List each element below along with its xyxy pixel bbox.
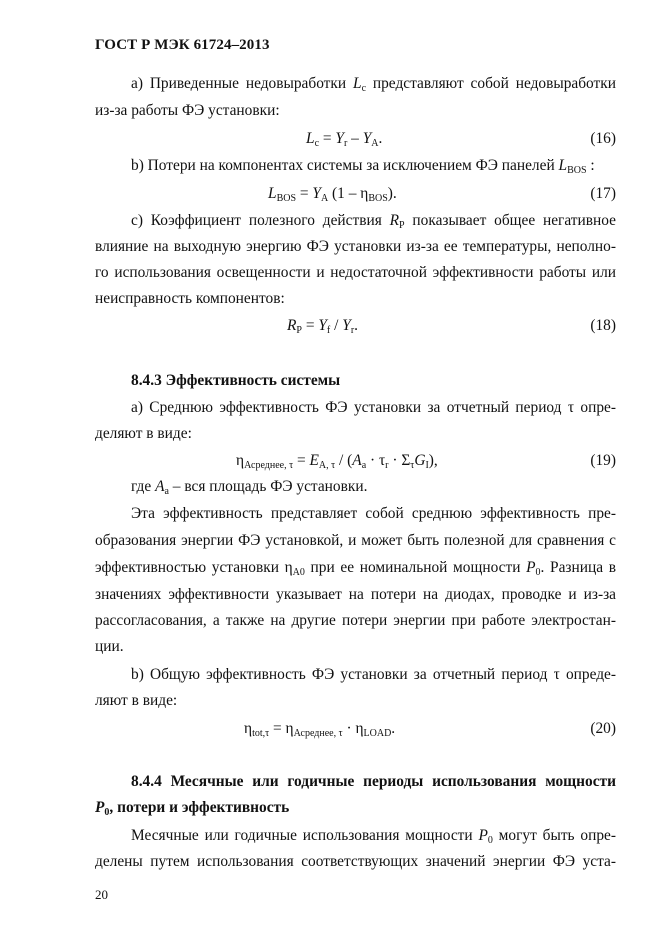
paragraph-843a-line2: деляют в виде: [95, 425, 192, 442]
equation-number-19: (19) [590, 452, 616, 469]
section-heading-843: 8.4.3 Эффективность системы [131, 372, 341, 389]
paragraph-eff-line1: Эта эффективность представляет собой среднюю эффективность пре- [131, 505, 616, 522]
section-heading-844-line2: $P_0$, потери и эффективность [95, 799, 290, 818]
equation-number-18: (18) [590, 317, 616, 334]
paragraph-eff-line4: значениях эффективности указывает на потери на диодах, проводке и из-за [95, 586, 616, 603]
paragraph-844-line1: Месячные или годичные использования мощности $P_0$ могут быть опре- [131, 827, 616, 846]
formula-18: $R_P = Y_f / Y_r$. [287, 317, 359, 336]
formula-16: $L_c = Y_r - Y_A$. [306, 130, 383, 149]
paragraph-a-line2: из-за работы ФЭ установки: [95, 102, 280, 119]
paragraph-c-line4: неисправность компонентов: [95, 290, 285, 307]
where-aa-line: где $A_a$ – вся площадь ФЭ установки. [131, 478, 368, 497]
paragraph-844-line2: делены путем использования соответствующих значений энергии ФЭ уста- [95, 853, 616, 870]
section-heading-844-line1: 8.4.4 Месячные или годичные периоды использования мощности [131, 773, 616, 790]
paragraph-c-line3: го использования освещенности и недостаточной эффективности работы или [95, 264, 616, 281]
equation-number-20: (20) [590, 720, 616, 737]
page-number: 20 [95, 887, 108, 902]
paragraph-b: b) Потери на компонентах системы за исключением ФЭ панелей $L_{BOS}$ : [131, 157, 595, 176]
paragraph-843b-line1: b) Общую эффективность ФЭ установки за отчетный период τ опреде- [131, 666, 616, 683]
document-header: ГОСТ Р МЭК 61724–2013 [95, 37, 270, 53]
formula-17: $L_{BOS} = Y_A$ $(1 - \eta_{BOS})$. [268, 185, 397, 204]
paragraph-c-line2: влияние на выходную энергию ФЭ установки из-за ее температуры, неполно- [95, 238, 616, 255]
equation-number-16: (16) [590, 130, 616, 147]
formula-19: $\eta_{Асреднее, \tau} = E_{A, \tau} / (A_a \cdot \tau_r \cdot \Sigma_\tau G_I)$, [236, 452, 438, 471]
paragraph-843b-line2: ляют в виде: [95, 692, 178, 709]
equation-number-17: (17) [590, 185, 616, 202]
paragraph-c-line1: с) Коэффициент полезного действия $R_P$ показывает общее негативное [131, 212, 616, 231]
formula-20: $\eta_{tot,\tau} = \eta_{Асреднее, \tau} \cdot \eta_{LOAD}$. [244, 720, 396, 739]
paragraph-843a-line1: а) Среднюю эффективность ФЭ установки за отчетный период τ опре- [131, 399, 616, 416]
paragraph-eff-line5: рассогласования, а также на другие потери энергии при работе электростан- [95, 612, 616, 629]
paragraph-eff-line2: образования энергии ФЭ установкой, и может быть полезной для сравнения с [95, 532, 616, 549]
paragraph-a-line1: а) Приведенные недовыработки $L_c$ представляют собой недовыработки [131, 75, 616, 94]
paragraph-eff-line3: эффективностью установки $\eta_{A0}$ при ее номинальной мощности $P_0$. Разница в [95, 559, 616, 578]
paragraph-eff-line6: ции. [95, 638, 124, 655]
